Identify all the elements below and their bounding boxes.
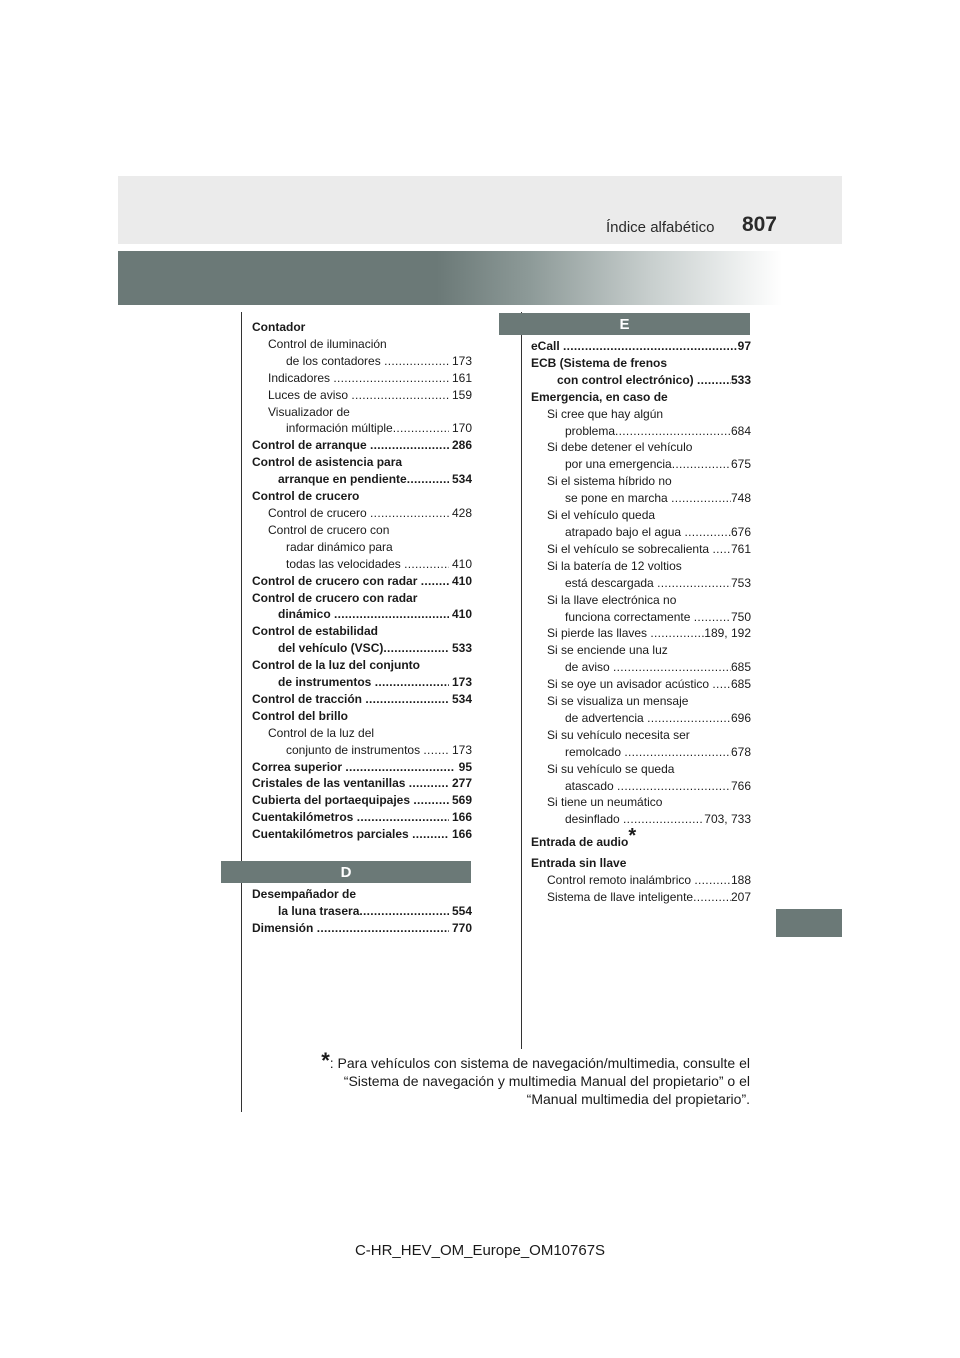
index-entry (252, 657, 472, 674)
index-entry-text: Si pierde las llaves (547, 626, 651, 641)
index-entry-page: 286 (448, 438, 472, 453)
index-entry-text: ECB (Sistema de frenos (531, 355, 668, 370)
index-entry-text: Si se visualiza un mensaje (547, 694, 689, 709)
index-entry (531, 761, 751, 778)
index-entry-text: atascado (565, 778, 618, 793)
index-entry-page: 569 (448, 793, 472, 808)
page-number: 807 (741, 213, 777, 236)
index-entry (252, 691, 472, 708)
index-entry-text: Indicadores (268, 370, 334, 385)
index-entry-text: con control electrónico) (557, 372, 698, 387)
leader-dots (345, 759, 455, 776)
index-entry-text: Luces de aviso (268, 387, 352, 402)
index-entry (252, 505, 472, 522)
leader-dots (671, 490, 731, 507)
footnote-line-1: : Para vehículos con sistema de navegación/multimedia, consulte el (329, 1055, 750, 1071)
index-entry-page: 188 (730, 873, 751, 888)
index-entry-text: Control de crucero (252, 489, 360, 504)
footnote-line-3: “Manual multimedia del propietario”. (526, 1091, 750, 1107)
index-entry-text: Si su vehículo se queda (547, 761, 675, 776)
index-entry-page: 95 (455, 759, 472, 774)
leader-dots (393, 420, 449, 437)
index-entry (252, 725, 472, 742)
index-entry (252, 640, 472, 657)
index-entry (531, 338, 751, 355)
index-entry-text: Control de iluminación (268, 336, 387, 351)
index-entry (531, 456, 751, 473)
index-entry (252, 556, 472, 573)
index-entry-text: Sistema de llave inteligente (547, 890, 694, 904)
index-entry (531, 372, 751, 389)
index-entry-text: de aviso (565, 660, 614, 675)
index-entry (531, 558, 751, 575)
index-entry-page: 159 (448, 387, 472, 402)
leader-dots (563, 338, 738, 355)
section-letter-e: E (499, 313, 750, 335)
leader-dots (657, 575, 731, 592)
index-entry (531, 659, 751, 676)
index-entry-text: Cuentakilómetros (252, 810, 357, 825)
index-entry-page: 761 (730, 541, 751, 556)
index-entry-text: Control de crucero (268, 505, 371, 520)
index-entry-page: 766 (730, 778, 751, 793)
index-entry (252, 759, 472, 776)
leader-dots (421, 573, 449, 590)
index-entry-text: de instrumentos (278, 675, 375, 690)
index-entry-text: de advertencia (565, 710, 648, 725)
index-entry-text: Si el sistema híbrido no (547, 474, 672, 489)
index-entry (252, 319, 472, 336)
index-entry (252, 674, 472, 691)
index-entry-text: atrapado bajo el agua (565, 524, 685, 539)
index-list-e-after (531, 855, 751, 906)
index-entry-text: todas las velocidades (286, 556, 405, 571)
index-entry (531, 811, 751, 828)
index-entry-text: Si se oye un avisador acústico (547, 677, 713, 692)
index-entry-text: la luna trasera (278, 903, 360, 918)
index-entry-text: Si cree que hay algún (547, 406, 664, 421)
index-entry-text: desinflado (565, 812, 624, 827)
index-entry (531, 693, 751, 710)
index-entry-text: del vehículo (VSC) (278, 641, 384, 656)
index-entry-text: información múltiple (286, 421, 393, 436)
leader-dots (615, 423, 731, 440)
index-entry-page: 696 (730, 710, 751, 725)
leader-dots (647, 710, 731, 727)
index-entry-page: 428 (448, 505, 472, 520)
index-entry (531, 355, 751, 372)
index-entry-text: Control de la luz del conjunto (252, 658, 420, 673)
index-entry (252, 708, 472, 725)
index-entry-text: Si se enciende una luz (547, 643, 668, 658)
leader-dots (684, 524, 731, 541)
index-entry (252, 522, 472, 539)
index-entry (531, 490, 751, 507)
index-entry (531, 710, 751, 727)
index-entry (531, 507, 751, 524)
index-list-e (531, 338, 751, 828)
leader-dots (370, 437, 449, 454)
index-entry (252, 370, 472, 387)
leader-dots (365, 691, 448, 708)
leader-dots (317, 920, 449, 937)
leader-dots (384, 353, 449, 370)
index-entry (531, 524, 751, 541)
index-entry-text: está descargada (565, 575, 658, 590)
section-letter-d: D (221, 861, 471, 883)
footnote-marker: * (321, 1048, 330, 1073)
index-column-c (252, 319, 472, 843)
index-entry-text: funciona correctamente (565, 609, 694, 624)
index-entry-page: 97 (737, 339, 751, 353)
index-entry-text: Contador (252, 320, 306, 334)
index-entry (531, 889, 751, 906)
leader-dots (413, 792, 448, 809)
index-entry-page: 534 (448, 691, 472, 706)
index-entry-text: Cristales de las ventanillas (252, 776, 409, 791)
leader-dots (407, 471, 449, 488)
index-entry-text: remolcado (565, 744, 625, 759)
index-entry-text: Si la llave electrónica no (547, 592, 677, 607)
index-entry (252, 420, 472, 437)
asterisk-marker: * (628, 825, 637, 848)
section-title: Índice alfabético (606, 219, 715, 236)
index-entry-text: conjunto de instrumentos (286, 742, 424, 757)
index-entry-page: 534 (448, 472, 472, 487)
index-entry (531, 727, 751, 744)
index-entry (252, 573, 472, 590)
index-entry-text: Visualizador de (268, 404, 350, 419)
index-entry-page: 170 (448, 421, 472, 436)
index-entry-text: por una emergencia (565, 457, 672, 472)
index-entry-page: 410 (448, 556, 472, 571)
index-entry-text: Control de crucero con (268, 522, 390, 537)
index-entry-page: 173 (448, 742, 472, 757)
index-entry-text: Cuentakilómetros parciales (252, 827, 413, 842)
leader-dots (694, 609, 731, 626)
index-entry-text: Si el vehículo queda (547, 508, 656, 523)
index-entry (252, 471, 472, 488)
leader-dots (617, 778, 731, 795)
index-entry (531, 872, 751, 889)
leader-dots (404, 556, 449, 573)
index-entry-page: 554 (448, 903, 472, 918)
index-entry (252, 886, 472, 903)
index-entry-page: 685 (730, 677, 751, 692)
index-entry-text: Desempañador de (252, 887, 357, 901)
leader-dots (672, 456, 731, 473)
leader-dots (357, 809, 449, 826)
index-column-e (531, 338, 751, 906)
index-entry-page: 410 (448, 607, 472, 622)
index-entry-text: radar dinámico para (286, 539, 393, 554)
index-entry (252, 742, 472, 759)
index-entry-page: 166 (448, 810, 472, 825)
index-entry-text: eCall (531, 339, 564, 353)
index-entry-text: Si su vehículo necesita ser (547, 727, 690, 742)
index-entry-page: 166 (448, 827, 472, 842)
index-entry (531, 855, 751, 872)
document-id: C-HR_HEV_OM_Europe_OM10767S (354, 1242, 606, 1259)
footnote-line-2: “Sistema de navegación y multimedia Manual del propietario” o el (343, 1073, 750, 1089)
index-entry-page: 533 (730, 372, 751, 387)
leader-dots (613, 659, 731, 676)
index-entry-page: 684 (730, 423, 751, 438)
index-entry (531, 778, 751, 795)
leader-dots (375, 674, 449, 691)
leader-dots (334, 606, 449, 623)
index-entry (531, 592, 751, 609)
index-entry-page: 770 (448, 920, 472, 935)
index-entry-text: de los contadores (286, 353, 385, 368)
index-entry (531, 406, 751, 423)
header-band (118, 176, 842, 244)
leader-dots (383, 640, 448, 657)
index-entry-text: Emergencia, en caso de (531, 389, 668, 404)
index-entry-page: 207 (730, 890, 751, 904)
index-entry (252, 353, 472, 370)
leader-dots (624, 744, 731, 761)
index-entry-page: 676 (730, 524, 751, 539)
index-entry (531, 625, 751, 642)
index-entry-text: Control de estabilidad (252, 624, 379, 639)
index-entry-text: Cubierta del portaequipajes (252, 793, 414, 808)
index-entry-text: Control de tracción (252, 691, 366, 706)
index-entry-page: 750 (730, 609, 751, 624)
leader-dots (333, 370, 448, 387)
leader-dots (697, 372, 731, 389)
index-entry-text: Si debe detener el vehículo (547, 440, 693, 455)
leader-dots (650, 625, 704, 642)
leader-dots (412, 826, 449, 843)
index-entry (531, 744, 751, 761)
index-entry-text: arranque en pendiente (278, 472, 407, 487)
index-entry-page: 189, 192 (704, 626, 751, 641)
index-entry-text: Si tiene un neumático (547, 795, 663, 810)
index-entry (252, 920, 472, 937)
index-entry (252, 590, 472, 607)
leader-dots (423, 742, 448, 759)
leader-dots (409, 775, 449, 792)
index-entry (531, 423, 751, 440)
index-entry (531, 676, 751, 693)
index-entry (531, 642, 751, 659)
leader-dots (359, 903, 448, 920)
index-entry-text: problema (565, 423, 616, 438)
index-entry (252, 903, 472, 920)
index-entry-page: 277 (448, 776, 472, 791)
index-entry (531, 794, 751, 811)
decorative-gradient-bar (118, 251, 782, 305)
column-divider-middle (521, 312, 522, 1049)
leader-dots (694, 872, 731, 889)
index-entry (252, 404, 472, 421)
index-entry (252, 809, 472, 826)
index-entry (252, 454, 472, 471)
index-entry (252, 488, 472, 505)
index-entry-text: Control de crucero con radar (252, 573, 421, 588)
leader-dots (351, 387, 448, 404)
index-entry-page: 173 (448, 353, 472, 368)
index-entry-text: se pone en marcha (565, 491, 672, 506)
index-entry-page: 161 (448, 370, 472, 385)
index-entry (252, 539, 472, 556)
index-entry-text: Dimensión (252, 920, 317, 935)
index-entry (252, 826, 472, 843)
index-entry-text: Si el vehículo se sobrecalienta (547, 541, 713, 556)
index-entry-page: 533 (448, 641, 472, 656)
index-entry-page: 753 (730, 575, 751, 590)
index-entry (252, 775, 472, 792)
index-entry-text: Entrada sin llave (531, 856, 627, 871)
side-index-tab (776, 909, 842, 937)
index-entry-text: Control de crucero con radar (252, 590, 418, 605)
index-entry (252, 606, 472, 623)
index-entry (531, 609, 751, 626)
index-column-d (252, 886, 472, 937)
index-entry (531, 541, 751, 558)
leader-dots (712, 676, 731, 693)
index-entry (531, 473, 751, 490)
index-entry-page: 703, 733 (704, 812, 751, 827)
leader-dots (370, 505, 449, 522)
index-entry-text: Control del brillo (252, 708, 348, 723)
index-entry (531, 439, 751, 456)
index-entry (252, 387, 472, 404)
index-entry-page: 675 (730, 457, 751, 472)
index-entry-text: Si la batería de 12 voltios (547, 558, 682, 573)
index-entry (252, 623, 472, 640)
index-entry-text: Entrada de audio (531, 835, 629, 850)
index-entry (252, 437, 472, 454)
index-entry-page: 410 (448, 573, 472, 588)
column-divider-left (241, 312, 242, 1112)
index-entry (252, 792, 472, 809)
index-entry (531, 575, 751, 592)
index-entry-text: Control de arranque (252, 438, 371, 453)
index-entry-text: Control de asistencia para (252, 455, 403, 470)
leader-dots (712, 541, 731, 558)
index-entry-text: Correa superior (252, 759, 346, 774)
index-entry-text: Control remoto inalámbrico (547, 873, 695, 888)
index-entry (252, 336, 472, 353)
leader-dots (693, 889, 731, 906)
index-entry-audio (531, 825, 751, 851)
index-entry-text: Control de la luz del (268, 725, 375, 740)
footnote (250, 1048, 750, 1108)
index-entry-text: dinámico (278, 607, 335, 622)
index-entry (531, 389, 751, 406)
index-entry-page: 685 (730, 660, 751, 675)
index-entry-page: 748 (730, 491, 751, 506)
index-entry-page: 173 (448, 675, 472, 690)
index-entry-page: 678 (730, 744, 751, 759)
